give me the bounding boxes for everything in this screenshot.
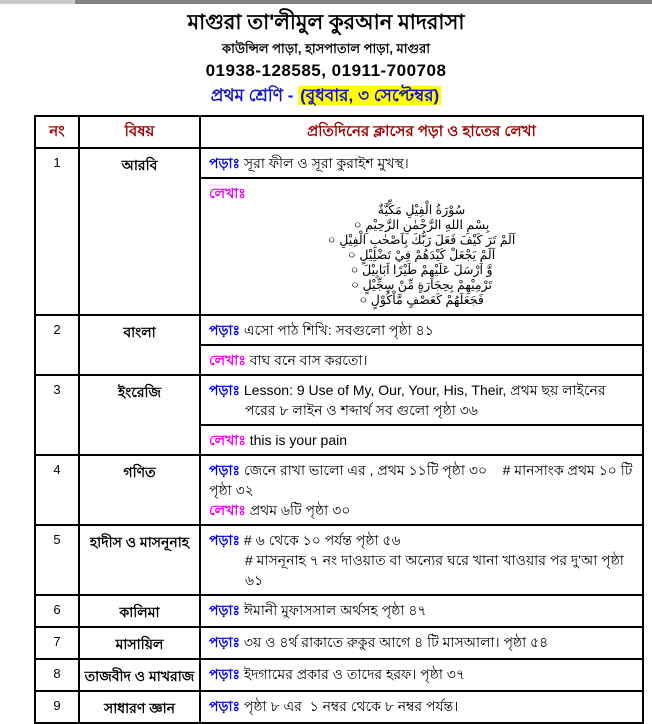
pora-section bbox=[201, 149, 642, 177]
subject-cell: আরবি bbox=[79, 148, 200, 315]
table-header-row bbox=[35, 116, 643, 148]
lekha-text bbox=[209, 183, 634, 203]
subject-cell: ইংরেজি bbox=[79, 375, 200, 455]
row-number-cell: 7 bbox=[35, 627, 79, 659]
table-row bbox=[35, 315, 643, 375]
class-date-highlight: (বুধবার, ৩ সেপ্টেম্বর) bbox=[300, 86, 440, 105]
table-row bbox=[35, 455, 643, 525]
class-line bbox=[0, 85, 652, 107]
row-number-cell: 8 bbox=[35, 659, 79, 691]
pora-text: পড়াঃ জেনে রাখা ভালো এর , প্রথম ১১টি পৃষ্ঠা ৩০ # মানসাংক প্রথম ১০ টি পৃষ্ঠা ৩২ bbox=[209, 462, 633, 498]
arabic-line: تَرْمِيْهِمْ بِحِجَارَةٍ مِّنْ سِجِّيْلٍ ০ bbox=[351, 278, 492, 292]
row-number-cell: 9 bbox=[35, 691, 79, 723]
subject-cell: হাদীস ও মাসনূনাহ bbox=[79, 525, 200, 595]
lekha-text: লেখাঃ this is your pain bbox=[209, 432, 348, 448]
header-cell-no: নং bbox=[35, 116, 79, 148]
lessons-table bbox=[34, 115, 644, 724]
header-cell-content: প্রতিদিনের ক্লাসের পড়া ও হাতের লেখা bbox=[200, 116, 643, 148]
content-cell bbox=[200, 148, 643, 315]
pora-section bbox=[201, 692, 642, 720]
class-name-label: প্রথম শ্রেণি - bbox=[210, 86, 299, 105]
pora-label: পড়াঃ bbox=[209, 322, 244, 338]
content-cell bbox=[200, 455, 643, 525]
madrasa-title: মাগুরা তা'লীমুল কুরআন মাদরাসা bbox=[187, 11, 465, 34]
row-number-cell: 3 bbox=[35, 375, 79, 455]
subject-cell: কালিমা bbox=[79, 595, 200, 627]
pora-text: পড়াঃ Lesson: 9 Use of My, Our, Your, His, Their, প্রথম ছয় লাইনের bbox=[209, 382, 606, 398]
subject-cell: মাসায়িল bbox=[79, 627, 200, 659]
pora-text: পড়াঃ সূরা ফীল ও সূরা কুরাইশ মুখস্থ। bbox=[209, 155, 409, 171]
subject-cell: সাধারণ জ্ঞান bbox=[79, 691, 200, 723]
pora-text: পড়াঃ পৃষ্ঠা ৮ এর ১ নম্বর থেকে ৮ নম্বর পর্যন্ত। bbox=[209, 698, 459, 714]
arabic-line: اَلَمْ تَرَ كَيْفَ فَعَلَ رَبُّكَ بِاَصْحٰبِ الْفِيْلِ ০ bbox=[327, 233, 516, 247]
pora-label: পড়াঃ bbox=[209, 602, 244, 618]
row-number-cell: 6 bbox=[35, 595, 79, 627]
subject-cell: গণিত bbox=[79, 455, 200, 525]
pora-label: পড়াঃ bbox=[209, 462, 244, 478]
pora-text: পড়াঃ এসো পাঠ শিখি: সবগুলো পৃষ্ঠা ৪১ bbox=[209, 322, 434, 338]
table-row bbox=[35, 375, 643, 455]
table-row bbox=[35, 525, 643, 595]
row-number-cell: 2 bbox=[35, 315, 79, 375]
lessons-table-body bbox=[35, 148, 643, 723]
lekha-section bbox=[201, 177, 642, 314]
table-row bbox=[35, 148, 643, 315]
lekha-label: লেখাঃ bbox=[209, 185, 246, 201]
content-cell bbox=[200, 659, 643, 691]
table-row bbox=[35, 627, 643, 659]
pora-label: পড়াঃ bbox=[209, 634, 244, 650]
pora-label: পড়াঃ bbox=[209, 155, 244, 171]
content-cell bbox=[200, 627, 643, 659]
pora-label: পড়াঃ bbox=[209, 532, 244, 548]
address-line: কাউন্সিল পাড়া, হাসপাতাল পাড়া, মাগুরা bbox=[221, 41, 430, 56]
pora-section bbox=[201, 596, 642, 624]
pora-label: পড়াঃ bbox=[209, 382, 244, 398]
table-row bbox=[35, 691, 643, 723]
pora-text: পড়াঃ # ৬ থেকে ১০ পর্যন্ত পৃষ্ঠা ৫৬ bbox=[209, 532, 401, 548]
lekha-label: লেখাঃ bbox=[209, 352, 250, 368]
table-row bbox=[35, 595, 643, 627]
header-cell-subject: বিষয় bbox=[79, 116, 200, 148]
pora-text: পড়াঃ ৩য় ও ৪র্থ রাকাতে রুকুর আগে ৪ টি মাসআলা। পৃষ্ঠা ৫৪ bbox=[209, 634, 549, 650]
arabic-handwriting-block bbox=[209, 203, 634, 310]
pora-section bbox=[201, 456, 642, 524]
table-row bbox=[35, 659, 643, 691]
pora-label: পড়াঃ bbox=[209, 698, 244, 714]
arabic-line: اَلَمْ يَجْعَلْ كَيْدَهُمْ فِيْ تَضْلِيْلٍ ০ bbox=[347, 248, 496, 262]
pora-section bbox=[201, 316, 642, 344]
row-number-cell: 5 bbox=[35, 525, 79, 595]
arabic-line: وَّ اَرْسَلَ عَلَيْهِمْ طَيْرًا اَبَابِيْلَ ০ bbox=[350, 263, 493, 277]
pora-text: পড়াঃ ইদগামের প্রকার ও তাদের হরফ। পৃষ্ঠা ৩৭ bbox=[209, 666, 465, 682]
phone-numbers: 01938-128585, 01911-700708 bbox=[205, 61, 447, 80]
arabic-line: سُوْرَةُ الْفِيْلِ مَكِّيَّةٌ bbox=[377, 203, 466, 217]
lekha-text: লেখাঃ বাঘ বনে বাস করতো। bbox=[209, 352, 368, 368]
row-number-cell: 4 bbox=[35, 455, 79, 525]
pora-text: পড়াঃ ঈমানী মুফাসসাল অর্থসহ পৃষ্ঠা ৪৭ bbox=[209, 602, 427, 618]
arabic-line: فَجَعَلَهُمْ كَعَصْفٍ مَّاْكُوْلٍ ০ bbox=[359, 293, 484, 307]
content-cell bbox=[200, 525, 643, 595]
content-cell bbox=[200, 315, 643, 375]
pora-text: # মাসনূনাহ ৭ নং দাওয়াত বা অন্যের ঘরে খানা খাওয়ার পর দু'আ পৃষ্ঠা ৬১ bbox=[245, 552, 624, 588]
lekha-text: লেখাঃ প্রথম ৬টি পৃষ্ঠা ৩০ bbox=[209, 502, 351, 518]
row-number-cell: 1 bbox=[35, 148, 79, 315]
pora-section bbox=[201, 628, 642, 656]
pora-text: পরের ৮ লাইন ও শব্দার্থ সব গুলো পৃষ্ঠা ৩৬ bbox=[245, 402, 478, 418]
content-cell bbox=[200, 691, 643, 723]
pora-section bbox=[201, 660, 642, 688]
subject-cell: তাজবীদ ও মাখরাজ bbox=[79, 659, 200, 691]
lekha-section bbox=[201, 424, 642, 454]
lekha-label: লেখাঃ bbox=[209, 502, 250, 518]
document-header bbox=[0, 4, 652, 107]
lekha-section bbox=[201, 344, 642, 374]
content-cell bbox=[200, 375, 643, 455]
pora-section bbox=[201, 526, 642, 594]
arabic-line: بِسْمِ اللهِ الرَّحْمٰنِ الرَّحِيْمِ ০ bbox=[353, 218, 490, 232]
lekha-label: লেখাঃ bbox=[209, 432, 250, 448]
content-cell bbox=[200, 595, 643, 627]
pora-section bbox=[201, 376, 642, 424]
subject-cell: বাংলা bbox=[79, 315, 200, 375]
pora-label: পড়াঃ bbox=[209, 666, 244, 682]
